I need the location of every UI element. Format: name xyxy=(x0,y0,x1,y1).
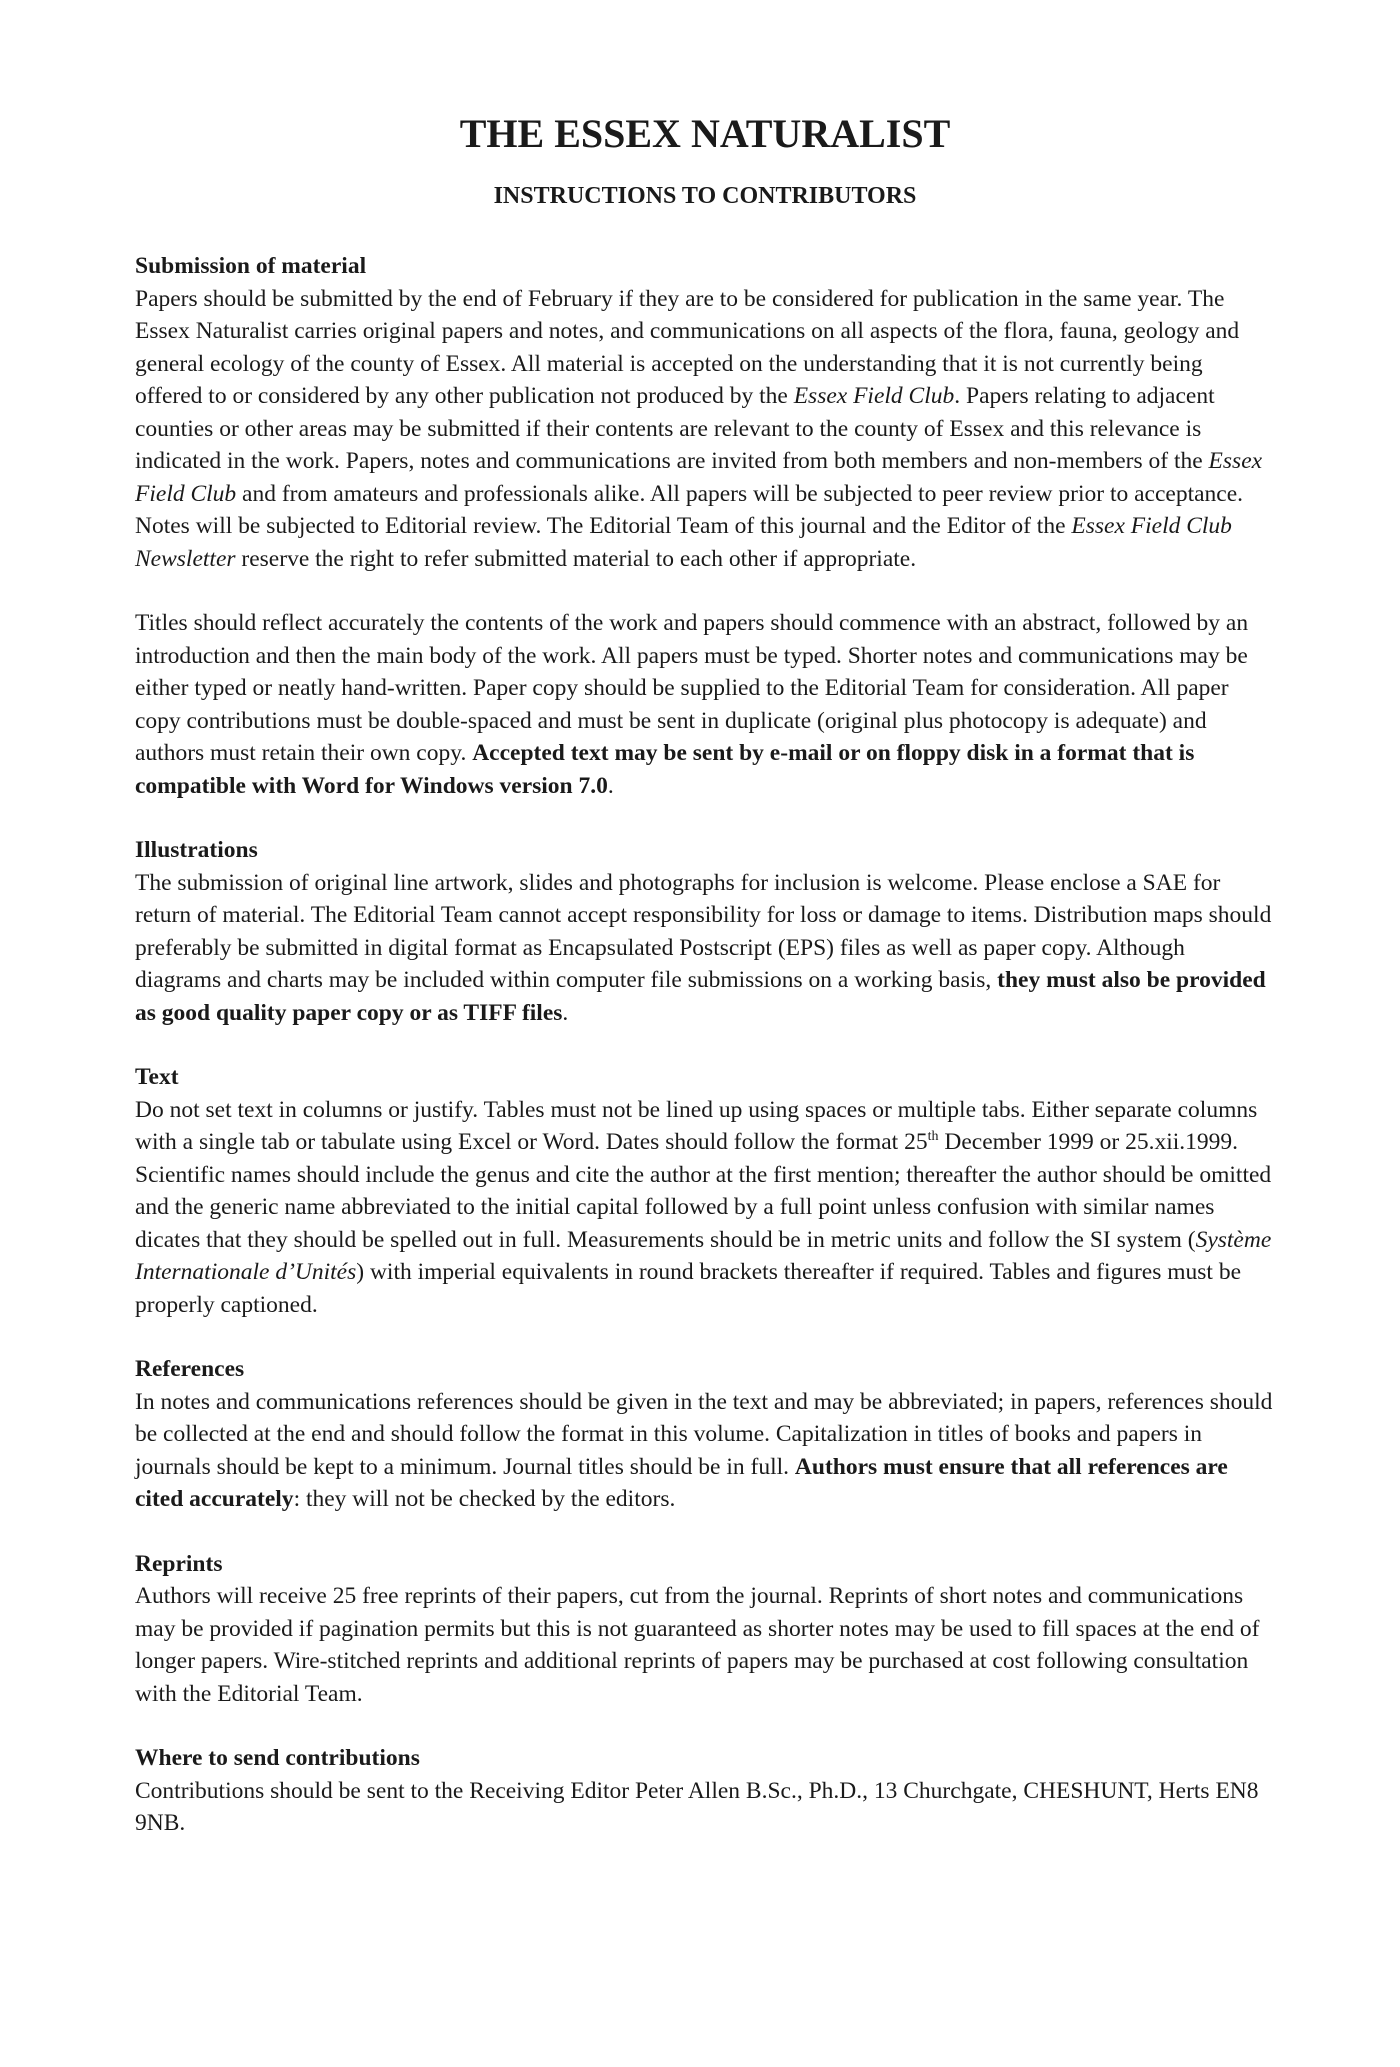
section-references xyxy=(135,1353,1275,1516)
superscript-run: th xyxy=(927,1129,939,1144)
journal-title: THE ESSEX NATURALIST xyxy=(459,111,951,156)
document-page xyxy=(135,110,1275,1872)
paragraph xyxy=(135,1580,1275,1710)
paragraph xyxy=(135,283,1275,576)
italic-run: Essex Field Club Newsletter xyxy=(135,513,1232,572)
text-run: The submission of original line artwork, slides and photographs for inclusion is welcome. Please enclose a SAE for return of material. The Editorial Team cannot accept responsibility for loss or damage to items. Distribution maps should preferably be submitted in digital format as Encapsulated Postscript (EPS) files as well as paper copy. Although diagrams and charts may be included within computer file submissions on a working basis, xyxy=(135,869,1272,993)
text-run: Do not set text in columns or justify. Tables must not be lined up using spaces or multiple tabs. Either separate columns with a single tab or tabulate using Excel or Word. Dates should follow the format 25 xyxy=(135,1096,1258,1155)
paragraph xyxy=(135,867,1275,1030)
section-heading: Reprints xyxy=(135,1550,223,1577)
section-text xyxy=(135,1061,1275,1321)
text-run: Titles should reflect accurately the contents of the work and papers should commence with an abstract, followed by an introduction and then the main body of the work. All papers must be typed. Shorter notes and communications may be either typed or neatly hand-written. Paper copy should be supplied to the Editorial Team for consideration. All paper copy contributions must be double-spaced and must be sent in duplicate (original plus photocopy is adequate) and authors must retain their own copy. xyxy=(135,610,1249,766)
section-illustrations xyxy=(135,834,1275,1029)
text-run: ) with imperial equivalents in round brackets thereafter if required. Tables and figures must be properly captioned. xyxy=(135,1259,1242,1318)
text-run: . xyxy=(562,999,569,1026)
paragraph xyxy=(135,1386,1275,1516)
text-run: Papers should be submitted by the end of February if they are to be considered for publication in the same year. The Essex Naturalist carries original papers and notes, and communications on all aspects of the flora, fauna, geology and general ecology of the county of Essex. All material is accepted on the understanding that it is not currently being offered to or considered by any other publication not produced by the xyxy=(135,285,1240,409)
text-run: December 1999 or 25.xii.1999. Scientific names should include the genus and cite the author at the first mention; thereafter the author should be omitted and the generic name abbreviated to the initial capital followed by a full point unless confusion with similar names dicates that they should be spelled out in full. Measurements should be in metric units and follow the SI system ( xyxy=(135,1129,1272,1253)
text-run: : they will not be checked by the editors. xyxy=(293,1486,676,1512)
italic-run: Essex Field Club xyxy=(135,448,1263,507)
paragraph xyxy=(135,607,1275,802)
italic-run: Système Internationale d’Unités xyxy=(135,1226,1272,1285)
text-run: Contributions should be sent to the Receiving Editor Peter Allen B.Sc., Ph.D., 13 Churchgate, CHESHUNT, Herts EN8 9NB. xyxy=(135,1777,1259,1836)
text-run: In notes and communications references should be given in the text and may be abbreviated; in papers, references should be collected at the end and should follow the format in this volume. Capitalization in titles of books and papers in journals should be kept to a minimum. Journal titles should be in full. xyxy=(135,1388,1273,1480)
section-reprints xyxy=(135,1548,1275,1711)
section-submission xyxy=(135,250,1275,802)
text-run: . xyxy=(607,772,614,799)
bold-run: Accepted text may be sent by e-mail or on floppy disk in a format that is compatible with Word for Windows version 7.0 xyxy=(135,740,1195,799)
section-heading: Where to send contributions xyxy=(135,1745,420,1771)
paragraph xyxy=(135,1094,1275,1322)
italic-run: Essex Field Club xyxy=(793,383,955,409)
paragraph xyxy=(135,1775,1275,1840)
section-heading: Text xyxy=(135,1064,179,1090)
text-run: Authors will receive 25 free reprints of their papers, cut from the journal. Reprints of short notes and communications may be provided if pagination permits but this is not guaranteed as shorter notes may be used to fill spaces at the end of longer papers. Wire-stitched reprints and additional reprints of papers may be purchased at cost following consultation with the Editorial Team. xyxy=(135,1583,1260,1707)
text-run: and from amateurs and professionals alike. All papers will be subjected to peer review prior to acceptance. Notes will be subjected to Editorial review. The Editorial Team of this journal and the Editor of the xyxy=(135,480,1244,539)
section-heading: References xyxy=(135,1356,245,1382)
bold-run: Authors must ensure that all references are cited accurately xyxy=(135,1453,1228,1512)
document-subtitle: INSTRUCTIONS TO CONTRIBUTORS xyxy=(493,183,917,209)
bold-run: they must also be provided as good quality paper copy or as TIFF files xyxy=(135,967,1266,1026)
text-run: reserve the right to refer submitted material to each other if appropriate. xyxy=(235,545,917,572)
text-run: . Papers relating to adjacent counties or other areas may be submitted if their contents are relevant to the county of Essex and this relevance is indicated in the work. Papers, notes and communications are invited from both members and non-members of the xyxy=(135,383,1215,474)
section-heading: Submission of material xyxy=(135,253,367,279)
section-heading: Illustrations xyxy=(135,837,258,863)
section-where-to-send xyxy=(135,1742,1275,1840)
